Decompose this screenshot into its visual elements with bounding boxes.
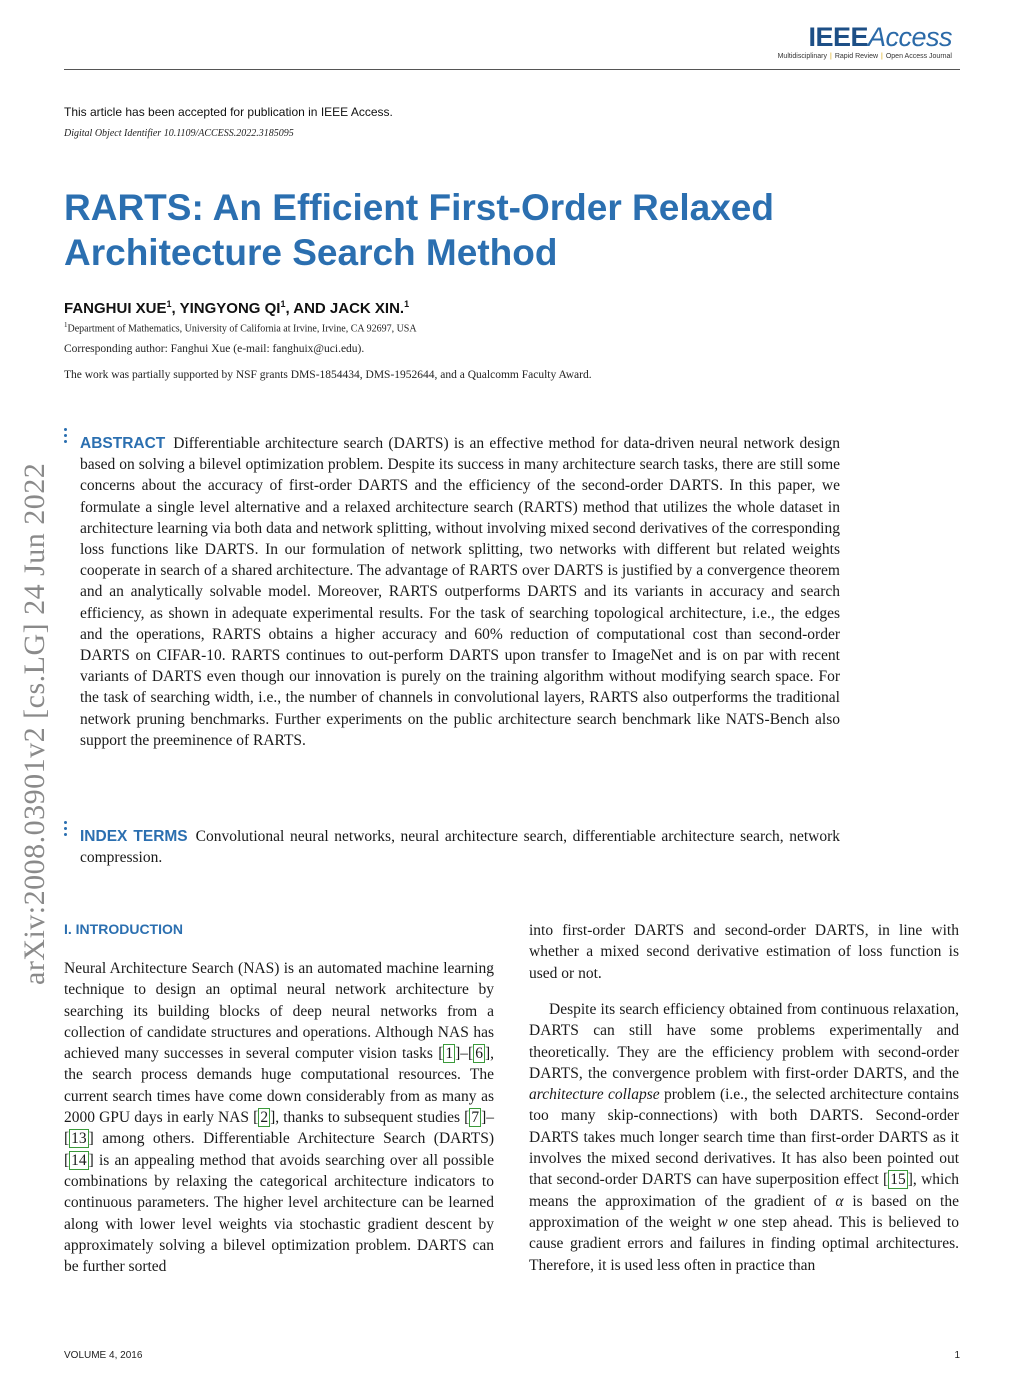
tagline-part: Rapid Review xyxy=(834,53,879,60)
doi-line: Digital Object Identifier 10.1109/ACCESS.2022.3185095 xyxy=(64,128,294,139)
index-terms-marker-dots xyxy=(64,821,70,839)
paper-title: RARTS: An Efficient First-Order Relaxed Architecture Search Method xyxy=(64,187,774,273)
logo-ieee-text: IEEE xyxy=(808,22,868,52)
abstract xyxy=(80,433,840,751)
arxiv-identifier-stamp: arXiv:2008.03901v2 [cs.LG] 24 Jun 2022 xyxy=(18,462,51,985)
section-heading-introduction: I. INTRODUCTION xyxy=(64,921,183,937)
logo-tagline: Multidisciplinary | Rapid Review | Open Access Journal xyxy=(777,53,952,60)
index-terms xyxy=(80,826,840,868)
abstract-label: ABSTRACT xyxy=(80,435,166,452)
affiliation: $^1$Department of Mathematics, University of California at Irvine, Irvine, CA 92697, USA xyxy=(64,321,417,335)
intro-right-paragraph-2: Despite its search efficiency obtained from continuous relaxation, DARTS can still have some problems experimentally and theoretically. They are the efficiency problem with second-order DARTS, the convergence problem with first-order DARTS, and the architecture collapse problem (i.e., the selected architecture contains too many skip-connections) with both DARTS. Second-order DARTS takes much longer search time than first-order DARTS as it involves the mixed second derivatives. It has also been pointed out that second-order DARTS can have superposition effect [ 15 ], which means the approximation of the gradient of α is based on the approximation of the weight w one step ahead. This is believed to cause gradient errors and failures in finding optimal architectures. Therefore, it is used less often in practice than xyxy=(529,1001,959,1274)
index-terms-label: INDEX TERMS xyxy=(80,828,188,845)
corresponding-author: Corresponding author: Fanghui Xue (e-mail: fanghuix@uci.edu). xyxy=(64,343,365,355)
funding-note: The work was partially supported by NSF grants DMS-1854434, DMS-1952644, and a Qualcomm Faculty Award. xyxy=(64,369,592,381)
abstract-text: Differentiable architecture search (DARTS) is an effective method for data-driven neural network design based on solving a bilevel optimization problem. Despite its success in many architecture search tasks, there are still some concerns about the accuracy of first-order DARTS and the efficiency of the second-order DARTS. In this paper, we formulate a single level alternative and a relaxed architecture search (RARTS) method that utilizes the whole dataset in architecture learning via both data and network splitting, without involving mixed second derivatives of the corresponding loss functions like DARTS. In our formulation of network splitting, two networks with different but related weights cooperate in search of a shared architecture. The advantage of RARTS over DARTS is justified by a convergence theorem and an analytically solvable model. Moreover, RARTS outperforms DARTS and its variants in accuracy and search efficiency, as shown in adequate experimental results. For the task of searching topological architecture, i.e., the edges and the operations, RARTS obtains a higher accuracy and 60% reduction of computational cost than second-order DARTS on CIFAR-10. RARTS continues to out-perform DARTS upon transfer to ImageNet and is on par with recent variants of DARTS even though our innovation is purely on the training algorithm without modifying search space. For the task of searching width, i.e., the number of channels in convolutional layers, RARTS also outperforms the traditional network pruning benchmarks. Further experiments on the public architecture search benchmark like NATS-Bench also support the preeminence of RARTS. xyxy=(80,435,840,749)
intro-left-column: Neural Architecture Search (NAS) is an automated machine learning technique to design an optimal neural network architecture by searching its building blocks of deep neural networks from a collection of candidate structures and operations. Although NAS has achieved many successes in several computer vision tasks [ 1 ]–[ 6 ], the search process demands huge computational resources. The current search times have come down considerably from as many as 2000 GPU days in early NAS [ 2 ], thanks to subsequent studies [ 7 ]–[ 13 ] among others. Differentiable Architecture Search (DARTS) [ 14 ] is an appealing method that avoids searching over all possible combinations by relaxing the categorical architecture indicators to continuous parameters. The higher level architecture can be learned along with lower level weights via stochastic gradient descent by approximately solving a bilevel optimization problem. DARTS can be further sorted xyxy=(64,960,494,1276)
volume-footer: VOLUME 4, 2016 xyxy=(64,1350,143,1361)
journal-logo xyxy=(778,22,952,60)
index-terms-text: Convolutional neural networks, neural architecture search, differentiable architecture search, network compression. xyxy=(80,828,840,867)
page-number: 1 xyxy=(954,1350,960,1361)
author-list: FANGHUI XUE$^1$, YINGYONG $QI^1$, AND JACK XIN.$^1$ xyxy=(64,299,410,317)
abstract-marker-dots xyxy=(64,428,70,446)
tagline-part: Multidisciplinary xyxy=(777,53,827,60)
logo-access-text: Access xyxy=(867,22,952,52)
intro-right-paragraph-1: into first-order DARTS and second-order DARTS, in line with whether a mixed second derivative estimation of loss function is used or not. xyxy=(529,922,959,982)
tagline-part: Open Access Journal xyxy=(885,53,952,60)
header-rule xyxy=(64,69,960,70)
acceptance-note: This article has been accepted for publication in IEEE Access. xyxy=(64,105,393,119)
